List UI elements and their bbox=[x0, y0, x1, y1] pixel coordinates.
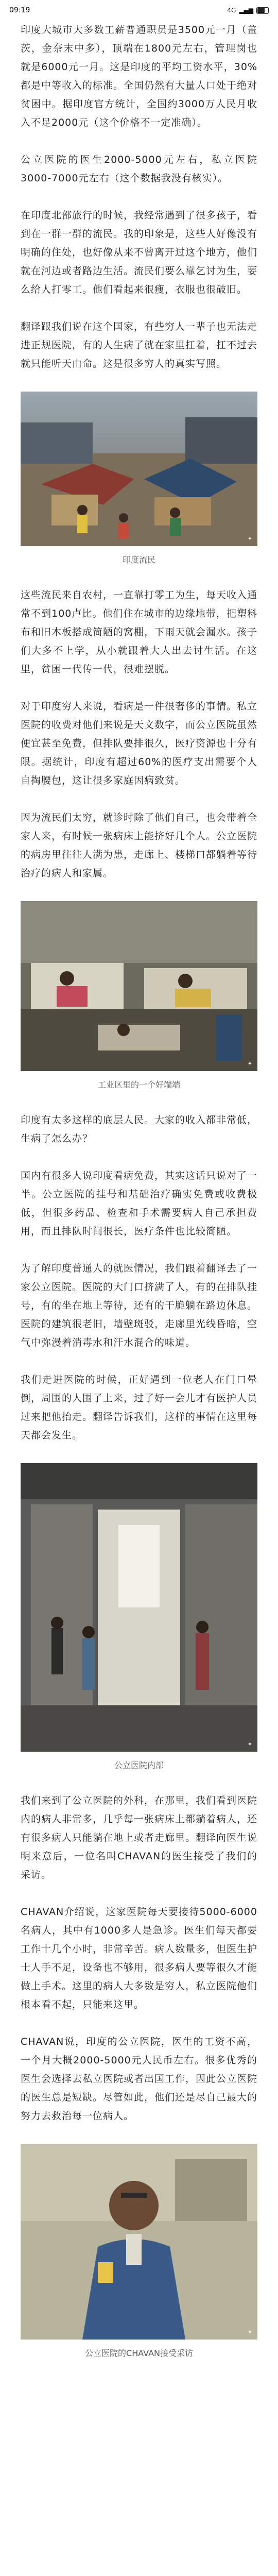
paragraph: CHAVAN说，印度的公立医院，医生的工资不高，一个月大概2000-5000元人民币左右。很多优秀的医生会选择去私立医院或者出国工作，因此公立医院的医生总是短缺。尽管如此，他们还是尽自己最大的努力去救治每一位病人。 bbox=[21, 2036, 258, 2122]
network-label: 4G bbox=[227, 7, 236, 14]
article-body bbox=[0, 21, 278, 2359]
caption: 公立医院的CHAVAN接受采访 bbox=[85, 2348, 193, 2358]
photo-refugees bbox=[21, 392, 257, 546]
paragraph: 国内有很多人说印度看病免费，其实这话只说对了一半。公立医院的挂号和基础治疗确实免费或收费极低，但很多药品、检查和手术需要病人自己承担费用，而且排队时间很长，医疗条件也比较简陋。 bbox=[21, 1170, 258, 1237]
caption: 工业区里的一个好端端 bbox=[97, 1080, 180, 1090]
paragraph: 这些流民来自农村，一直靠打零工为生，每天收入通常不到100卢比。他们住在城市的边缘地带，把塑料布和旧木板搭成简陋的窝棚，下雨天就会漏水。孩子们大多不上学，从小就跟着大人出去讨生活。在这里，贫困一代传一代，很难摆脱。 bbox=[21, 589, 258, 675]
battery-icon bbox=[256, 7, 269, 14]
watermark: ✦ bbox=[247, 1060, 252, 1067]
paragraph: 印度有太多这样的底层人民。大家的收入都非常低，生病了怎么办？ bbox=[21, 1114, 258, 1144]
caption: 印度流民 bbox=[122, 555, 155, 565]
paragraph: 对于印度穷人来说，看病是一件很奢侈的事情。私立医院的收费对他们来说是天文数字，而公立医院虽然便宜甚至免费，但排队要排很久，医疗资源也十分有限。据统计，印度有超过60%的医疗支出需要个人自掏腰包，这让很多家庭因病致贫。 bbox=[21, 701, 258, 786]
paragraph: 我们走进医院的时候，正好遇到一位老人在门口晕倒，周围的人围了上来，过了好一会儿才有医护人员过来把他抬走。翻译告诉我们，这样的事情在这里每天都会发生。 bbox=[21, 1374, 258, 1441]
paragraph: 为了解印度普通人的就医情况，我们跟着翻译去了一家公立医院。医院的大门口挤满了人，有的在排队挂号，有的坐在地上等待，还有的干脆躺在路边休息。医院的建筑很老旧，墙壁斑驳，走廊里光线昏暗，空气中弥漫着消毒水和汗水混合的味道。 bbox=[21, 1263, 258, 1348]
paragraph: 翻译跟我们说在这个国家，有些穷人一辈子也无法走进正规医院，有的人生病了就在家里扛着，扛不过去就只能听天由命。这是很多穷人的真实写照。 bbox=[21, 321, 258, 369]
photo-chavan-image bbox=[21, 2144, 257, 2340]
paragraph: 在印度北部旅行的时候，我经常遇到了很多孩子，看到在一群一群的流民。我的印象是，这些人好像没有明确的住处，也好像从来不曾离开过这个地方，他们就在河边或者路边生活。流民们要么靠乞讨为生，要么给人打零工。他们看起来很瘦，衣服也很破旧。 bbox=[21, 210, 258, 295]
photo-hospital-interior bbox=[21, 1463, 257, 1752]
photo-chavan bbox=[21, 2144, 257, 2340]
photo-refugees-image bbox=[21, 392, 257, 546]
paragraph: 印度大城市大多数工薪普通职员是3500元一月（盖茨，金奈末中多），顶端在1800元左右，管理岗也就是6000元一月。这是印度的平均工资水平，30%都是中等收入的标准。全国仍然有大量人口处于绝对贫困中。据印度官方统计，全国约3000万人民月收入不足2000元（这个价格不一定准确）。 bbox=[21, 24, 258, 128]
photo-hospital-interior-image bbox=[21, 1463, 257, 1752]
photo-ward-image bbox=[21, 901, 257, 1071]
paragraph: 公立医院的医生2000-5000元左右，私立医院3000-7000元左右（这个数据我没有核实）。 bbox=[21, 154, 257, 184]
caption: 公立医院内部 bbox=[114, 1760, 164, 1770]
signal-icon: ▂▄▆ bbox=[239, 7, 253, 14]
paragraph: 因为流民们太穷，就诊时除了他们自己，也会带着全家人来，有时候一张病床上能挤好几个人。公立医院的病房里往往人满为患，走廊上、楼梯口都躺着等待治疗的病人和家属。 bbox=[21, 812, 258, 879]
photo-ward bbox=[21, 901, 257, 1071]
status-time: 09:19 bbox=[9, 6, 30, 14]
paragraph: CHAVAN介绍说，这家医院每天要接待5000-6000名病人，其中有1000多人是急诊。医生们每天都要工作十几个小时，非常辛苦。病人数量多，但医生护士人手不足，设备也不够用，很多病人要等很久才能做上手术。这里的病人大多数是穷人，私立医院他们根本看不起，只能来这里。 bbox=[21, 1906, 258, 2010]
watermark: ✦ bbox=[247, 2329, 252, 2335]
watermark: ✦ bbox=[247, 1741, 252, 1748]
status-icons bbox=[227, 7, 269, 14]
status-bar bbox=[0, 0, 278, 21]
paragraph: 我们来到了公立医院的外科，在那里，我们看到医院内的病人非常多，几乎每一张病床上都躺着病人，还有很多病人只能躺在地上或者走廊里。翻译向医生说明来意后，一位名叫CHAVAN的医生接受了我们的采访。 bbox=[21, 1795, 258, 1880]
watermark: ✦ bbox=[247, 535, 252, 542]
